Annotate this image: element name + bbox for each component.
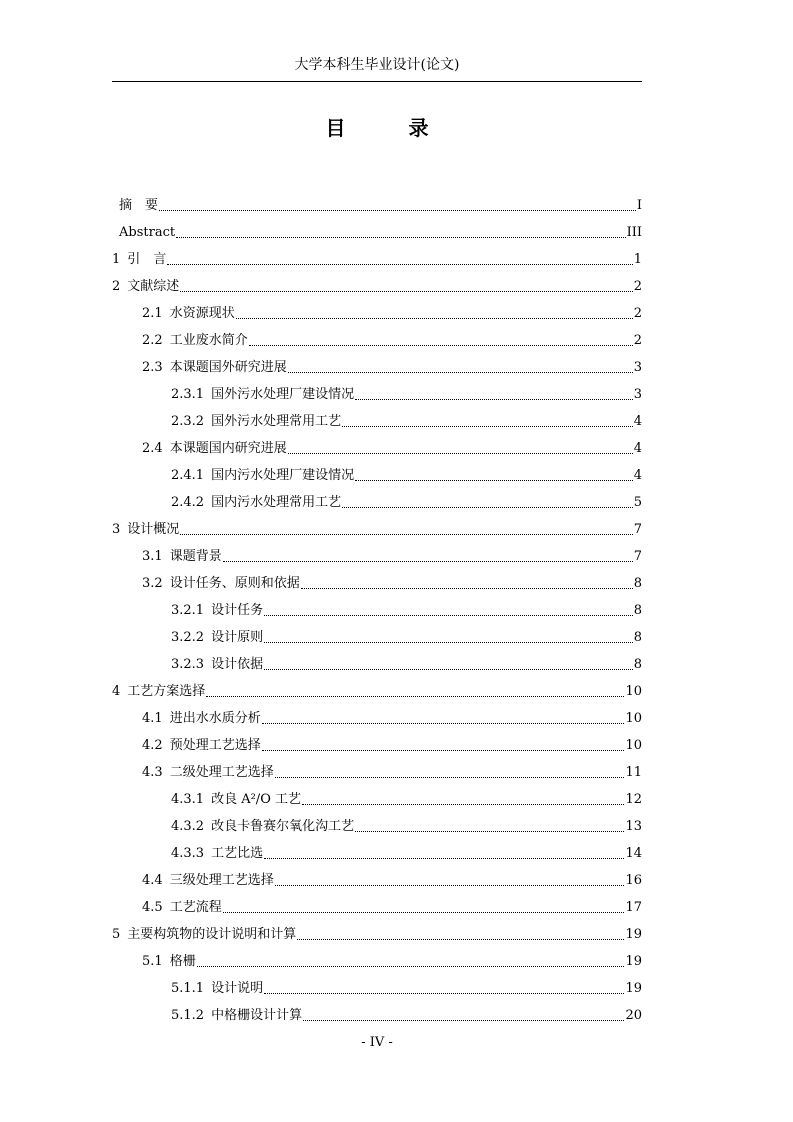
dot-leader [197,956,625,967]
toc-entry-label: 设计依据 [211,657,264,672]
toc-entry-number: 1 [112,252,121,267]
dot-leader [301,578,633,589]
toc-entry[interactable] [112,971,642,998]
toc-entry-page: 5 [633,495,642,510]
toc-entry-page: 4 [633,441,642,456]
toc-entry-label: 国内污水处理常用工艺 [211,495,342,510]
dot-leader [264,659,633,670]
toc-entry-page: 14 [625,846,642,861]
toc-entry-label: 工艺方案选择 [127,684,206,699]
dot-leader [355,821,624,832]
toc-entry[interactable] [112,836,642,863]
toc-entry-page: 19 [625,927,642,942]
header-rule [112,81,642,82]
toc-entry-page: 8 [633,657,642,672]
toc-entry[interactable] [112,215,642,242]
toc-entry-page: 3 [633,387,642,402]
dot-leader [303,1010,624,1021]
page-number: - IV - [361,1035,393,1050]
dot-leader [275,767,625,778]
toc-entry-page: 8 [633,576,642,591]
toc-entry-label: 改良 A²/O 工艺 [211,792,301,807]
toc-entry-number: 3.1 [142,549,163,564]
toc-entry[interactable] [112,890,642,917]
toc-entry-label: 预处理工艺选择 [169,738,261,753]
toc-entry-number: 2.2 [142,333,163,348]
toc-entry[interactable] [112,809,642,836]
toc-entry-number: 4.3.2 [171,819,205,834]
toc-entry-label: 设计概况 [127,522,180,537]
toc-entry-page: 20 [625,1008,642,1023]
toc-entry-label: 引 言 [127,252,167,267]
toc-entry-label: 中格栅设计计算 [211,1008,303,1023]
toc-entry-number: 4 [112,684,121,699]
toc-entry[interactable] [112,917,642,944]
toc-entry-page: 13 [625,819,642,834]
toc-entry-page: 19 [625,954,642,969]
dot-leader [355,389,633,400]
toc-entry-label: 设计说明 [211,981,264,996]
toc-entry-page: 2 [633,306,642,321]
toc-entry-label: 设计任务、原则和依据 [169,576,300,591]
toc-entry-label: 设计原则 [211,630,264,645]
toc-entry-page: 4 [633,414,642,429]
dot-leader [223,902,625,913]
dot-leader [355,470,633,481]
toc-entry-number: 4.3.1 [171,792,205,807]
toc-entry-number: 3.2.2 [171,630,205,645]
toc-entry-label: 国外污水处理常用工艺 [211,414,342,429]
toc-entry-label: 工艺比选 [211,846,264,861]
toc-entry-page: 17 [625,900,642,915]
toc-entry-label: 改良卡鲁赛尔氧化沟工艺 [211,819,355,834]
running-header: 大学本科生毕业设计(论文) [294,57,460,73]
dot-leader [297,929,624,940]
dot-leader [262,740,625,751]
toc-entry-page: 7 [633,549,642,564]
toc-entry-label: 本课题国外研究进展 [169,360,287,375]
dot-leader [288,362,633,373]
toc-entry-label: 摘 要 [119,198,159,213]
toc-entry-number: 5.1.2 [171,1008,205,1023]
dot-leader [176,227,626,238]
toc-entry[interactable] [112,944,642,971]
toc-entry-page: 10 [625,684,642,699]
toc-entry[interactable] [112,647,642,674]
toc-entry[interactable] [112,377,642,404]
toc-entry[interactable] [112,755,642,782]
toc-entry-label: 工业废水简介 [169,333,248,348]
toc-entry-label: 格栅 [169,954,196,969]
dot-leader [288,443,633,454]
toc-entry-label: 本课题国内研究进展 [169,441,287,456]
toc-entry[interactable] [112,998,642,1025]
toc-entry[interactable] [112,728,642,755]
dot-leader [159,200,636,211]
toc-entry-number: 5.1.1 [171,981,205,996]
toc-entry-number: 3.2.1 [171,603,205,618]
toc-entry[interactable] [112,782,642,809]
dot-leader [342,497,633,508]
dot-leader [167,254,632,265]
toc-entry[interactable] [112,863,642,890]
dot-leader [180,281,632,292]
toc-entry-number: 3 [112,522,121,537]
toc-entry-number: 4.2 [142,738,163,753]
toc-entry[interactable] [112,674,642,701]
toc-entry[interactable] [112,350,642,377]
toc-entry-label: 主要构筑物的设计说明和计算 [127,927,297,942]
toc-entry-number: 2.3.1 [171,387,205,402]
dot-leader [236,308,633,319]
toc-entry-number: 3.2.3 [171,657,205,672]
toc-entry[interactable] [112,620,642,647]
toc-entry-number: 2.4 [142,441,163,456]
toc-entry-page: 3 [633,360,642,375]
toc-entry-number: 2.4.2 [171,495,205,510]
toc-entry-page: 16 [625,873,642,888]
toc-entry[interactable] [112,512,642,539]
toc-entry-number: 4.3.3 [171,846,205,861]
toc-entry-page: 10 [625,711,642,726]
toc-entry-number: 3.2 [142,576,163,591]
toc-entry-page: 7 [633,522,642,537]
toc-entry-page: 1 [633,252,642,267]
toc-entry-number: 4.1 [142,711,163,726]
toc-entry-label: 设计任务 [211,603,264,618]
toc-entry-page: 12 [625,792,642,807]
toc-entry[interactable] [112,485,642,512]
toc-entry-page: 11 [625,765,642,780]
toc-entry-label: 三级处理工艺选择 [169,873,274,888]
toc-entry-page: III [626,225,642,240]
toc-entry-label: 二级处理工艺选择 [169,765,274,780]
dot-leader [264,632,633,643]
dot-leader [264,605,633,616]
toc-entry-label: 国外污水处理厂建设情况 [211,387,355,402]
toc-entry-page: I [636,198,642,213]
toc-entry-label: 文献综述 [127,279,180,294]
toc-entry-label: 课题背景 [169,549,222,564]
toc-entry-number: 2.3.2 [171,414,205,429]
toc-entry[interactable] [112,404,642,431]
dot-leader [264,983,624,994]
toc-entry-number: 5 [112,927,121,942]
toc-entry[interactable] [112,242,642,269]
dot-leader [275,875,625,886]
toc-entry-page: 19 [625,981,642,996]
dot-leader [180,524,632,535]
toc-entry-number: 2.1 [142,306,163,321]
toc-entry-page: 10 [625,738,642,753]
toc-entry-page: 2 [633,279,642,294]
toc-entry[interactable] [112,269,642,296]
toc-entry-page: 2 [633,333,642,348]
toc-entry-label: Abstract [119,225,176,240]
toc-entry[interactable] [112,593,642,620]
toc-entry-number: 5.1 [142,954,163,969]
toc-entry-label: 水资源现状 [169,306,235,321]
toc-entry-number: 2.3 [142,360,163,375]
dot-leader [302,794,624,805]
toc-entry-number: 4.3 [142,765,163,780]
dot-leader [264,848,624,859]
toc-entry[interactable] [112,296,642,323]
toc-entry[interactable] [112,431,642,458]
dot-leader [223,551,633,562]
dot-leader [262,713,625,724]
toc-title: 目 录 [325,116,457,140]
toc-entry-label: 进出水水质分析 [169,711,261,726]
toc-entry[interactable] [112,566,642,593]
dot-leader [249,335,633,346]
toc-entry-number: 4.4 [142,873,163,888]
toc-entry-label: 国内污水处理厂建设情况 [211,468,355,483]
toc-entry-label: 工艺流程 [169,900,222,915]
toc-entry-number: 2.4.1 [171,468,205,483]
dot-leader [206,686,624,697]
toc-entry[interactable] [112,701,642,728]
toc-entry-number: 4.5 [142,900,163,915]
toc-entry-page: 4 [633,468,642,483]
table-of-contents [112,188,642,1025]
toc-entry[interactable] [112,458,642,485]
toc-entry-page: 8 [633,630,642,645]
dot-leader [342,416,633,427]
toc-entry-page: 8 [633,603,642,618]
toc-entry[interactable] [112,188,642,215]
toc-entry-number: 2 [112,279,121,294]
toc-entry[interactable] [112,539,642,566]
toc-entry[interactable] [112,323,642,350]
